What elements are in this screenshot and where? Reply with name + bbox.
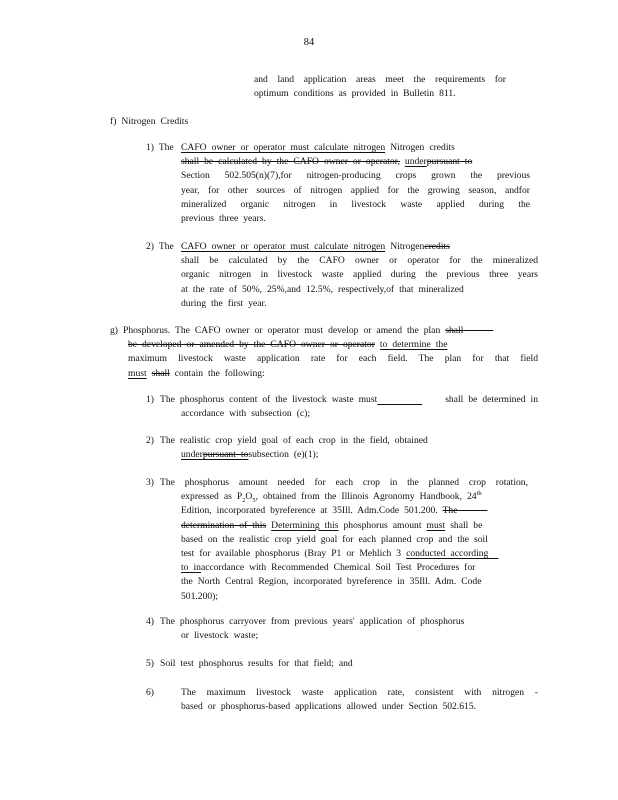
g2-deleted-pursuant: pursuant to [202,449,249,461]
g1-text-a: The phosphorus content of the livestock waste must [160,394,378,405]
g-contain-text: contain the following: [174,367,265,379]
g3-inserted-to-in: to in [181,562,201,574]
g2-inserted-under: under [181,449,203,461]
intro-paragraph [254,73,506,101]
g2-line-1: The realistic crop yield goal of each crop in the field, obtained [160,435,428,446]
g-item-6 [181,686,538,714]
g3-deleted-determination: determination of this [181,519,267,531]
g3-obtained: , obtained from the Illinois Agronomy Handbook, 24 [255,491,477,503]
g3-expressed: expressed as P [181,491,243,503]
g1-line-2: accordance with subsection (c); [181,408,311,420]
f2-line-5: during the first year. [181,297,267,309]
g-item-4-number: 4) [146,616,154,627]
g-inserted-must: must [128,367,147,379]
g3-line-1: The phosphorus amount needed for each crop in the planned crop rotation, [160,477,528,488]
g4-line-2: or livestock waste; [181,630,259,642]
f1-line-4: year, for other sources of nitrogen applied for the growing season, andfor [181,184,530,196]
f1-deleted-pursuant: pursuant to [426,156,473,168]
g5-line-1: Soil test phosphorus results for that field; and [160,658,353,669]
g3-line-8: the North Central Region, incorporated byreference in 35Ill. Adm. Code [181,576,482,588]
g3-sub-2: 2 [242,497,246,505]
f-item-2-number: 2) The [146,241,174,252]
g-item-2-number: 2) [146,435,154,446]
f1-line-5: mineralized organic nitrogen in livestock waste applied during the [181,198,530,210]
g3-line-5: based on the realistic crop yield goal for each planned crop and the soil [181,533,488,545]
g3-inserted-conducted: conducted according [406,547,489,559]
g-item-3-number: 3) [146,477,154,488]
page-number: 84 [303,37,315,48]
g-inserted-text: to determine the [379,339,448,351]
g3-edition: Edition, incorporated byreference at 35Ill. Adm.Code 501.200. [181,505,438,517]
g-item-1-number: 1) [146,394,154,405]
intro-line-2: optimum conditions as provided in Bulletin 811. [254,88,456,100]
g1-text-b: shall be determined in [445,394,538,405]
g3-oxygen: O [245,491,253,503]
g-item-3 [160,476,528,604]
section-f-heading: f) Nitrogen Credits [110,116,189,127]
f1-inserted-under: under [404,156,427,168]
g-deleted-shall-2: shall [151,367,170,379]
g2-subsection: subsection (e)(1); [248,449,319,461]
g3-line-9: 501.200); [181,590,219,602]
f-item-1-number: 1) The [146,142,174,153]
g3-shall-be: shall be [450,519,483,531]
g6-line-2: based or phosphorus-based applications allowed under Section 502.615. [181,701,477,713]
f2-line-3: organic nitrogen in livestock waste applied during the previous three years [181,269,538,281]
f1-line-6: previous three years. [181,212,266,224]
g-item-2 [160,434,538,462]
g-item-1 [160,393,538,421]
f2-line-2: shall be calculated by the CAFO owner or operator for the mineralized [181,255,538,267]
g-item-4 [160,615,520,643]
f2-line-4: at the rate of 50%, 25%,and 12.5%, respectively,of that mineralized [181,283,464,295]
g3-sup-th: th [476,490,482,497]
g-lead-text: g) Phosphorus. The CAFO owner or operator must develop or amend the plan [110,325,441,336]
f2-nitrogen: Nitrogen [390,241,425,252]
f1-inserted-text: CAFO owner or operator must calculate nitrogen [181,142,386,153]
g4-line-1: The phosphorus carryover from previous years' application of phosphorus [160,616,465,627]
g3-phosphorus-amount: phosphorus amount [343,519,422,531]
f2-deleted-credits: credits [424,241,450,252]
intro-line-1: and land application areas meet the requirements for [254,74,506,85]
f1-line-3: Section 502.505(n)(7),for nitrogen-producing crops grown the previous [181,170,530,182]
g3-inserted-determining: Determining this [271,519,339,531]
g3-test-text: test for available phosphorus (Bray P1 or Mehlich 3 [181,547,402,559]
f1-text: Nitrogen credits [390,142,455,153]
g-line-3: maximum livestock waste application rate for each field. The plan for that field [128,353,538,365]
g-item-5-number: 5) [146,658,154,669]
g-item-6-number: 6) [146,687,154,698]
g3-sub-5: 5 [252,497,256,505]
g3-inserted-must: must [426,519,446,531]
section-g-paragraph [110,324,538,381]
g-deleted-shall: shall [445,325,464,336]
g-deleted-text: be developed or amended by the CAFO owner or operator [128,339,375,351]
f1-deleted-text: shall be calculated by the CAFO owner or operator, [181,156,400,168]
g3-accordance: accordance with Recommended Chemical Soil Test Procedures for [200,562,476,574]
f-item-1 [181,141,530,226]
f2-inserted-text: CAFO owner or operator must calculate nitrogen [181,241,386,252]
f-item-2 [181,240,538,311]
g6-line-1: The maximum livestock waste application rate, consistent with nitrogen - [181,687,538,698]
g3-deleted-the: The [442,505,458,517]
